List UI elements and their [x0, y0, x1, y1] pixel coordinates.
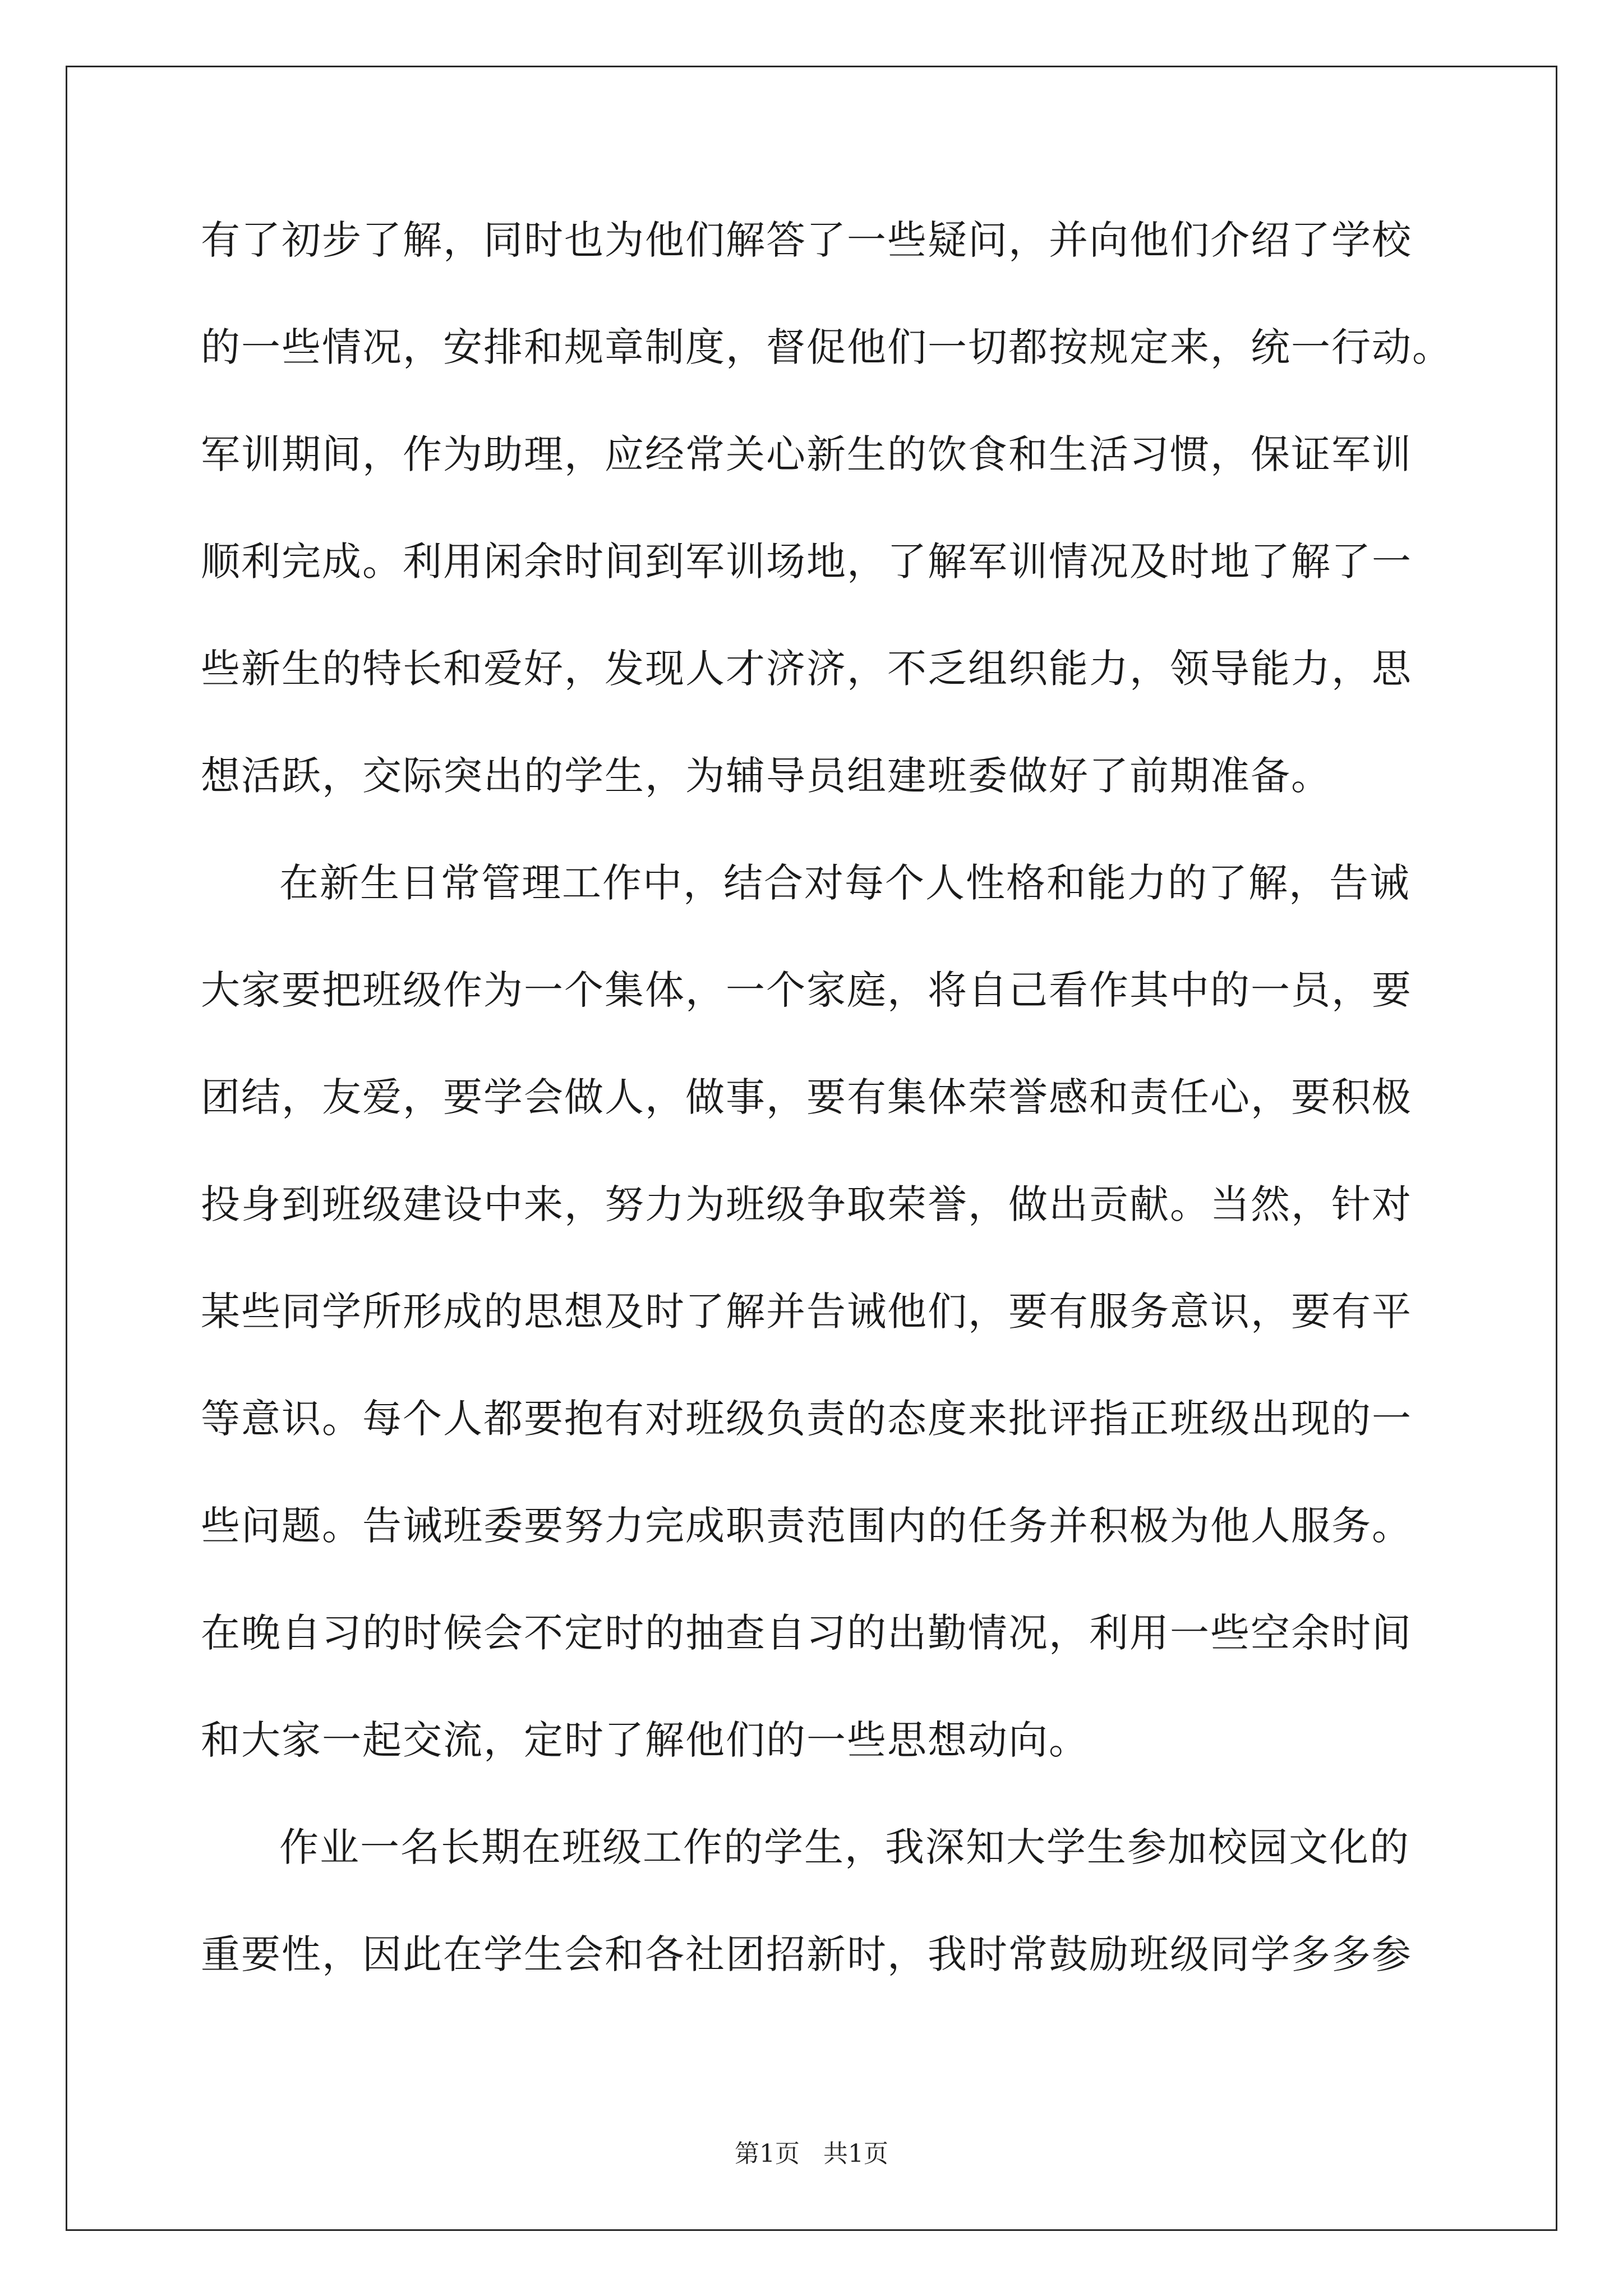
text-line: 想活跃，交际突出的学生，为辅导员组建班委做好了前期准备。 [201, 753, 1331, 799]
text-line: 的一些情况，安排和规章制度，督促他们一切都按规定来，统一行动。 [201, 324, 1453, 370]
text-line: 顺利完成。利用闲余时间到军训场地，了解军训情况及时地了解了一 [201, 539, 1412, 585]
text-line: 团结，友爱，要学会做人，做事，要有集体荣誉感和责任心，要积极 [201, 1074, 1412, 1120]
text-line: 些问题。告诫班委要努力完成职责范围内的任务并积极为他人服务。 [201, 1503, 1412, 1549]
text-line: 重要性，因此在学生会和各社团招新时，我时常鼓励班级同学多多参 [201, 1931, 1412, 1977]
paragraph-first-line: 在新生日常管理工作中，结合对每个人性格和能力的了解，告诫 [279, 860, 1410, 906]
text-line: 些新生的特长和爱好，发现人才济济，不乏组织能力，领导能力，思 [201, 646, 1412, 692]
document-body [201, 212, 1463, 2033]
page-total: 共1页 [823, 2139, 888, 2168]
text-line: 投身到班级建设中来，努力为班级争取荣誉，做出贡献。当然，针对 [201, 1181, 1412, 1227]
text-line: 某些同学所形成的思想及时了解并告诫他们，要有服务意识，要有平 [201, 1289, 1412, 1335]
paragraph-first-line: 作业一名长期在班级工作的学生，我深知大学生参加校园文化的 [279, 1824, 1410, 1870]
page-footer [0, 2137, 1623, 2171]
text-line: 在晚自习的时候会不定时的抽查自习的出勤情况，利用一些空余时间 [201, 1610, 1412, 1656]
page-number: 第1页 [735, 2139, 800, 2168]
text-line: 和大家一起交流，定时了解他们的一些思想动向。 [201, 1717, 1089, 1763]
text-line: 等意识。每个人都要抱有对班级负责的态度来批评指正班级出现的一 [201, 1396, 1412, 1442]
text-line: 有了初步了解，同时也为他们解答了一些疑问，并向他们介绍了学校 [201, 217, 1412, 263]
text-line: 军训期间，作为助理，应经常关心新生的饮食和生活习惯，保证军训 [201, 431, 1412, 477]
text-line: 大家要把班级作为一个集体，一个家庭，将自己看作其中的一员，要 [201, 967, 1412, 1013]
